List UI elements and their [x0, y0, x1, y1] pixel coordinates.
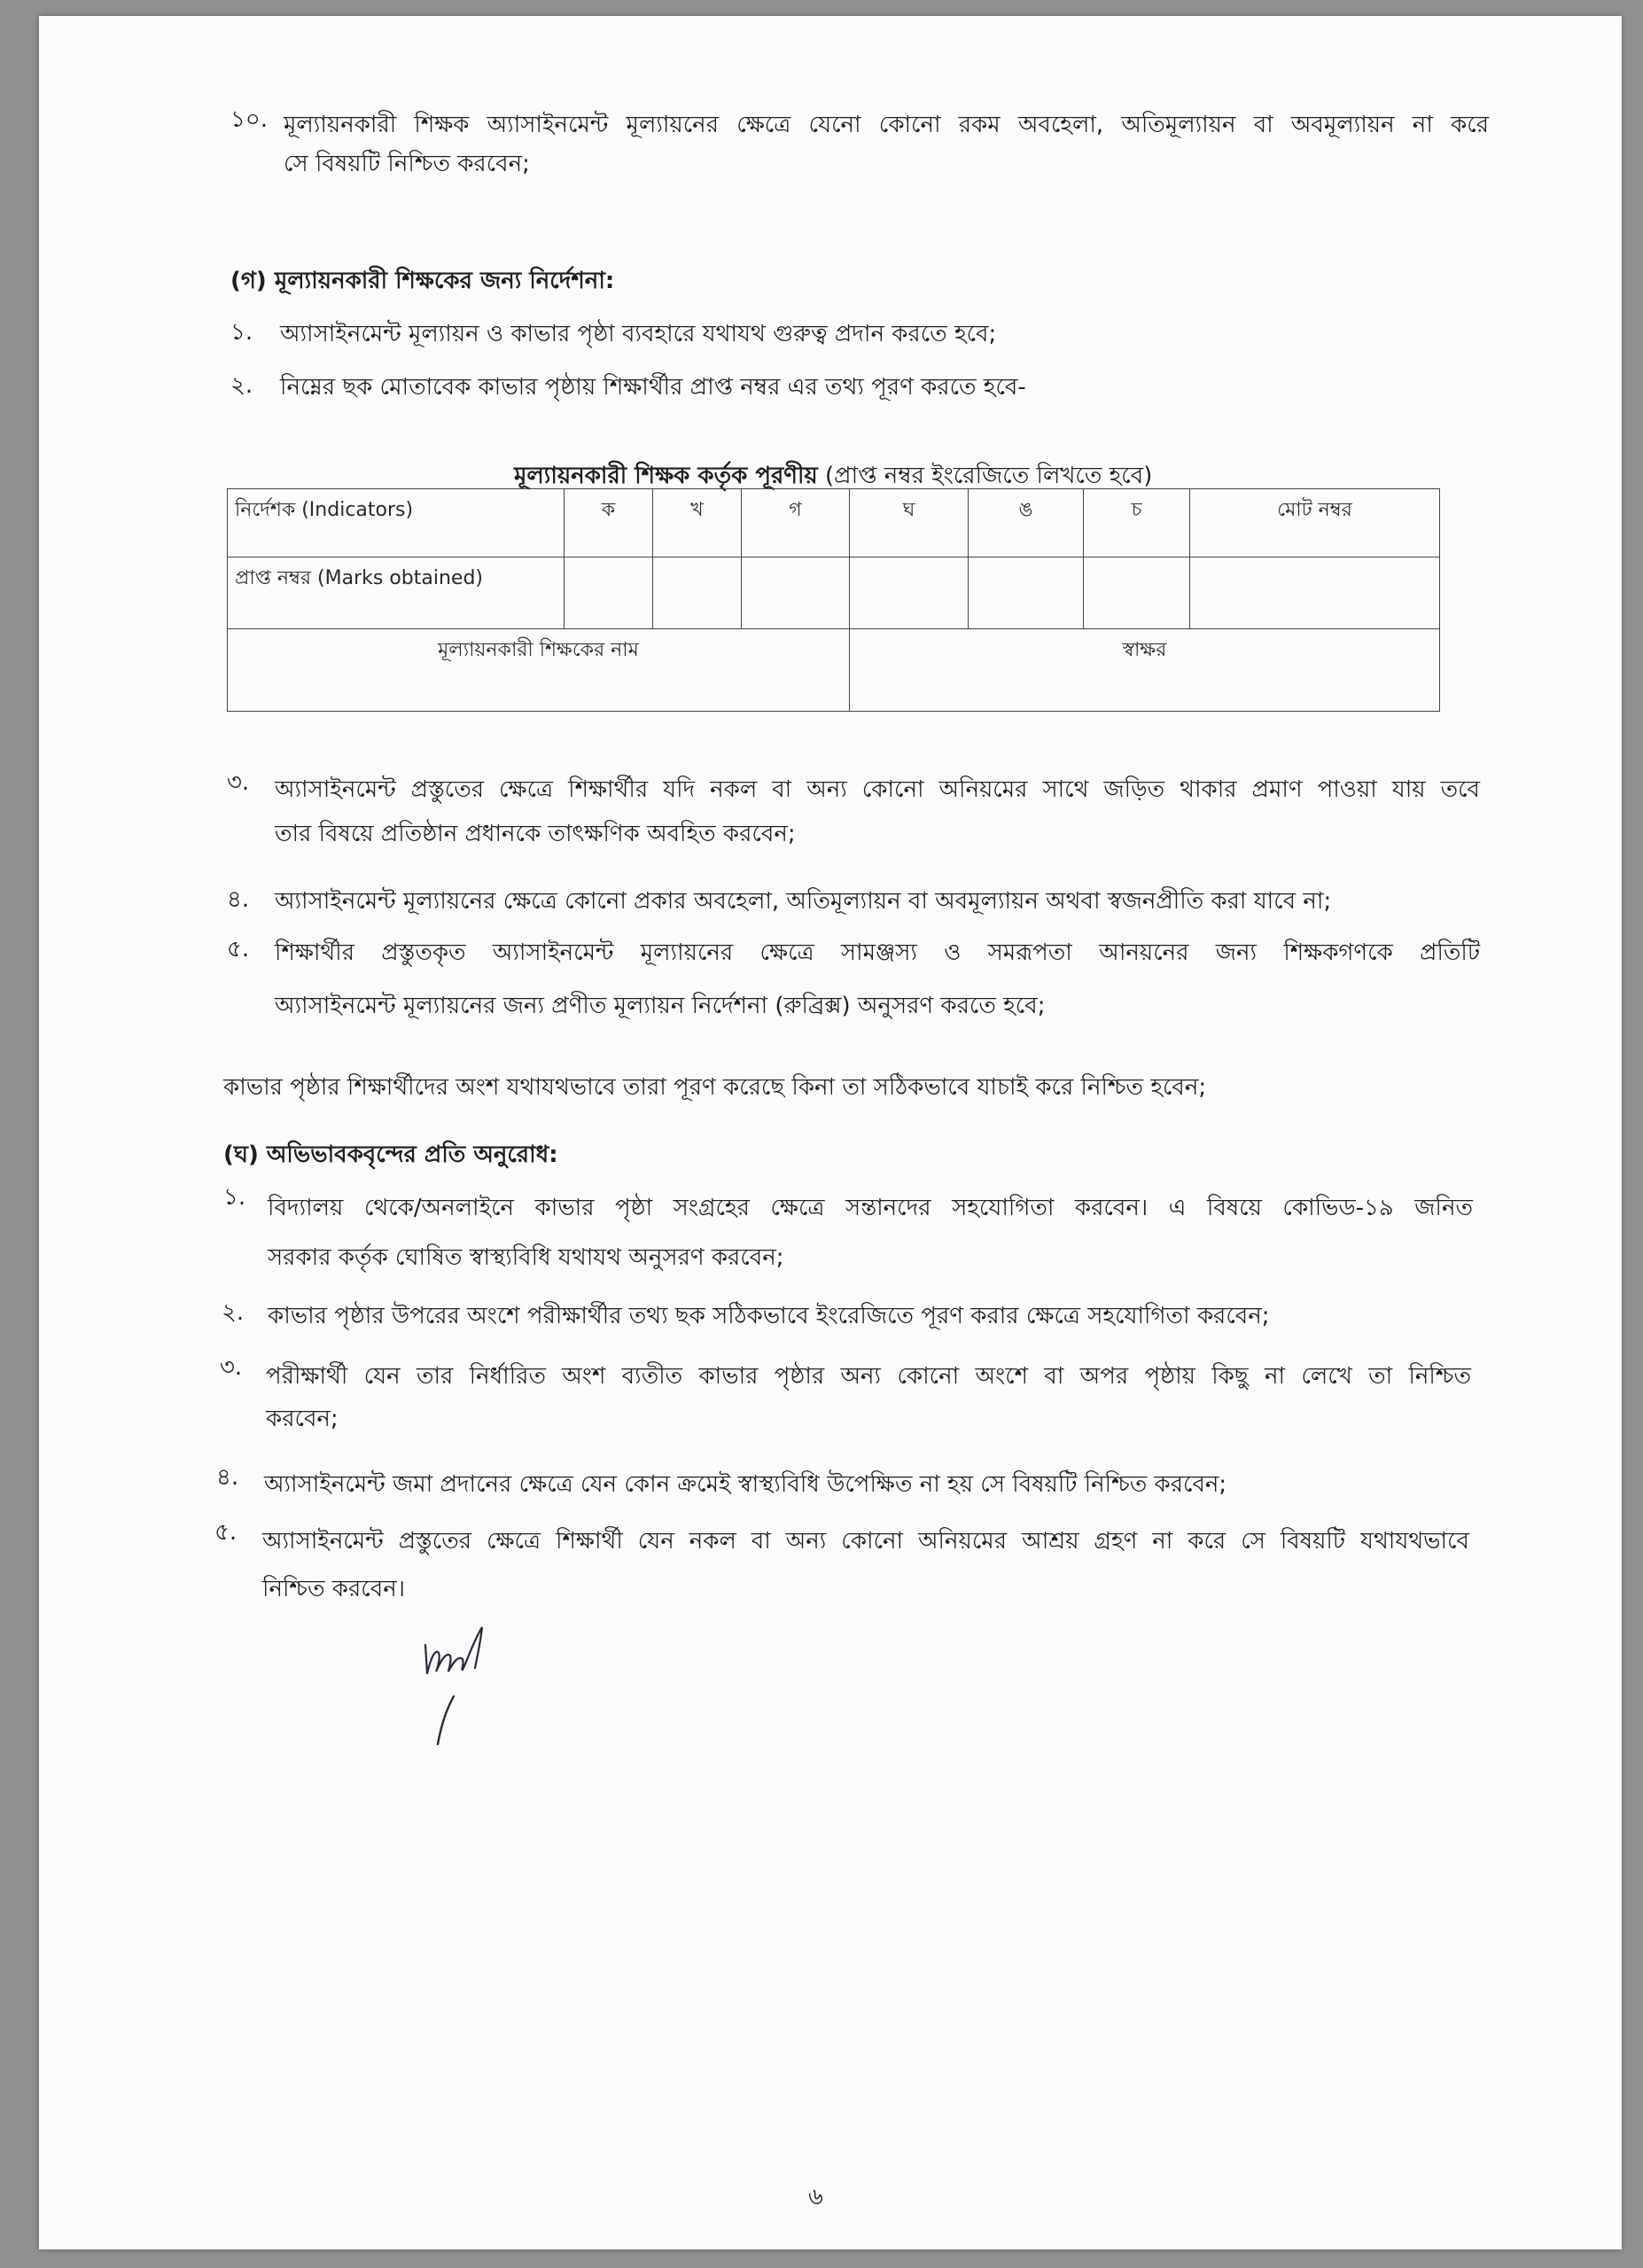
page-number: ৬ [808, 2184, 823, 2210]
indicators-row [228, 489, 1440, 557]
ga-item-2-number: ২. [230, 372, 253, 399]
gha-item-5-line1: অ্যাসাইনমেন্ট প্রস্তুতের ক্ষেত্রে শিক্ষার্থী যেন নকল বা অন্য কোনো অনিয়মের আশ্রয় গ্রহণ না করে সে বিষয়টি যথাযথভাবে [262, 1528, 1469, 1555]
gha-item-3-line1: পরীক্ষার্থী যেন তার নির্ধারিত অংশ ব্যতীত কাভার পৃষ্ঠার অন্য কোনো অংশে বা অপর পৃষ্ঠায় কিছু না লেখে তা নিশ্চিত [266, 1363, 1471, 1390]
gha-item-5-line2: নিশ্চিত করবেন। [262, 1576, 406, 1602]
marks-cell-kha[interactable] [653, 557, 742, 629]
teacher-name-label: মূল্যায়নকারী শিক্ষকের নাম [228, 629, 850, 712]
gha-item-3-line2: করবেন; [266, 1406, 339, 1432]
marks-cell-ka[interactable] [565, 557, 653, 629]
ga-item-5-line2: অ্যাসাইনমেন্ট মূল্যায়নের জন্য প্রণীত মূল্যায়ন নির্দেশনা (রুব্রিক্স) অনুসরণ করতে হবে; [275, 993, 1046, 1019]
indicator-uma: ঙ [969, 489, 1084, 557]
marks-cell-ga[interactable] [742, 557, 850, 629]
marks-cell-ca[interactable] [1084, 557, 1190, 629]
ga-item-4-line1: অ্যাসাইনমেন্ট মূল্যায়নের ক্ষেত্রে কোনো প্রকার অবহেলা, অতিমূল্যায়ন বা অবমূল্যায়ন অথবা স্বজনপ্রীতি করা যাবে না; [275, 888, 1332, 915]
cover-page-note: কাভার পৃষ্ঠার শিক্ষার্থীদের অংশ যথাযথভাবে তারা পূরণ করেছে কিনা তা সঠিকভাবে যাচাই করে নিশ্চিত হবেন; [223, 1074, 1207, 1101]
ga-item-4-number: ৪. [227, 886, 250, 913]
ga-item-3-line1: অ্যাসাইনমেন্ট প্রস্তুতের ক্ষেত্রে শিক্ষার্থীর যদি নকল বা অন্য কোনো অনিয়মের সাথে জড়িত থাকার প্রমাণ পাওয়া যায় তবে [275, 776, 1480, 803]
indicator-ga: গ [742, 489, 850, 557]
gha-item-2-number: ২. [222, 1299, 245, 1326]
marks-obtained-label: প্রাপ্ত নম্বর (Marks obtained) [228, 557, 565, 629]
marks-row [228, 557, 1440, 629]
gha-item-4-line1: অ্যাসাইনমেন্ট জমা প্রদানের ক্ষেত্রে যেন কোন ক্রমেই স্বাস্থ্যবিধি উপেক্ষিত না হয় সে বিষয়টি নিশ্চিত করবেন; [264, 1471, 1227, 1498]
ga-item-1-text: অ্যাসাইনমেন্ট মূল্যায়ন ও কাভার পৃষ্ঠা ব্যবহারে যথাযথ গুরুত্ব প্রদান করতে হবে; [280, 321, 997, 347]
gha-item-1-line2: সরকার কর্তৃক ঘোষিত স্বাস্থ্যবিধি যথাযথ অনুসরণ করবেন; [268, 1244, 784, 1271]
gha-item-1-line1: বিদ্যালয় থেকে/অনলাইনে কাভার পৃষ্ঠা সংগ্রহের ক্ষেত্রে সন্তানদের সহযোগিতা করবেন। এ বিষয়ে কোভিড-১৯ জনিত [268, 1195, 1473, 1221]
marks-cell-gha[interactable] [850, 557, 969, 629]
ga-item-3-line2: তার বিষয়ে প্রতিষ্ঠান প্রধানকে তাৎক্ষণিক অবহিত করবেন; [275, 821, 796, 847]
marks-table-caption-bold: মূল্যায়নকারী শিক্ষক কর্তৃক পূরণীয় [514, 463, 818, 489]
document-page [39, 16, 1622, 2249]
item-10-line2: সে বিষয়টি নিশ্চিত করবেন; [284, 151, 530, 177]
ga-item-5-number: ৫. [227, 936, 250, 963]
marks-cell-total[interactable] [1190, 557, 1440, 629]
gha-item-3-number: ৩. [220, 1354, 243, 1381]
indicator-ca: চ [1084, 489, 1190, 557]
gha-item-1-number: ১. [223, 1184, 246, 1211]
marks-table-caption-note: (প্রাপ্ত নম্বর ইংরেজিতে লিখতে হবে) [825, 463, 1153, 489]
handwritten-signature [418, 1620, 525, 1753]
marks-cell-uma[interactable] [969, 557, 1084, 629]
item-10-number: ১০. [230, 106, 269, 133]
gha-item-5-number: ৫. [214, 1519, 237, 1546]
indicator-kha: খ [653, 489, 742, 557]
ga-item-5-line1: শিক্ষার্থীর প্রস্তুতকৃত অ্যাসাইনমেন্ট মূল্যায়নের ক্ষেত্রে সামঞ্জস্য ও সমরূপতা আনয়নের জন্য শিক্ষকগণকে প্রতিটি [275, 939, 1480, 966]
section-ga-heading: (গ) মূল্যায়নকারী শিক্ষকের জন্য নির্দেশনা: [230, 268, 615, 294]
item-10-line1: মূল্যায়নকারী শিক্ষক অ্যাসাইনমেন্ট মূল্যায়নের ক্ষেত্রে যেনো কোনো রকম অবহেলা, অতিমূল্যায়ন বা অবমূল্যায়ন না করে [284, 112, 1489, 138]
indicators-label: নির্দেশক (Indicators) [228, 489, 565, 557]
gha-item-2-line1: কাভার পৃষ্ঠার উপরের অংশে পরীক্ষার্থীর তথ্য ছক সঠিকভাবে ইংরেজিতে পূরণ করার ক্ষেত্রে সহযোগিতা করবেন; [268, 1303, 1270, 1329]
ga-item-2-text: নিম্নের ছক মোতাবেক কাভার পৃষ্ঠায় শিক্ষার্থীর প্রাপ্ত নম্বর এর তথ্য পূরণ করতে হবে- [280, 374, 1026, 401]
indicator-gha: ঘ [850, 489, 969, 557]
indicator-ka: ক [565, 489, 653, 557]
gha-item-4-number: ৪. [216, 1464, 239, 1491]
ga-item-1-number: ১. [230, 319, 253, 346]
section-gha-heading: (ঘ) অভিভাবকবৃন্দের প্রতি অনুরোধ: [223, 1142, 558, 1168]
signature-label: স্বাক্ষর [850, 629, 1440, 712]
marks-table [227, 488, 1440, 712]
teacher-row [228, 629, 1440, 712]
ga-item-3-number: ৩. [227, 769, 250, 796]
total-marks-label: মোট নম্বর [1190, 489, 1440, 557]
